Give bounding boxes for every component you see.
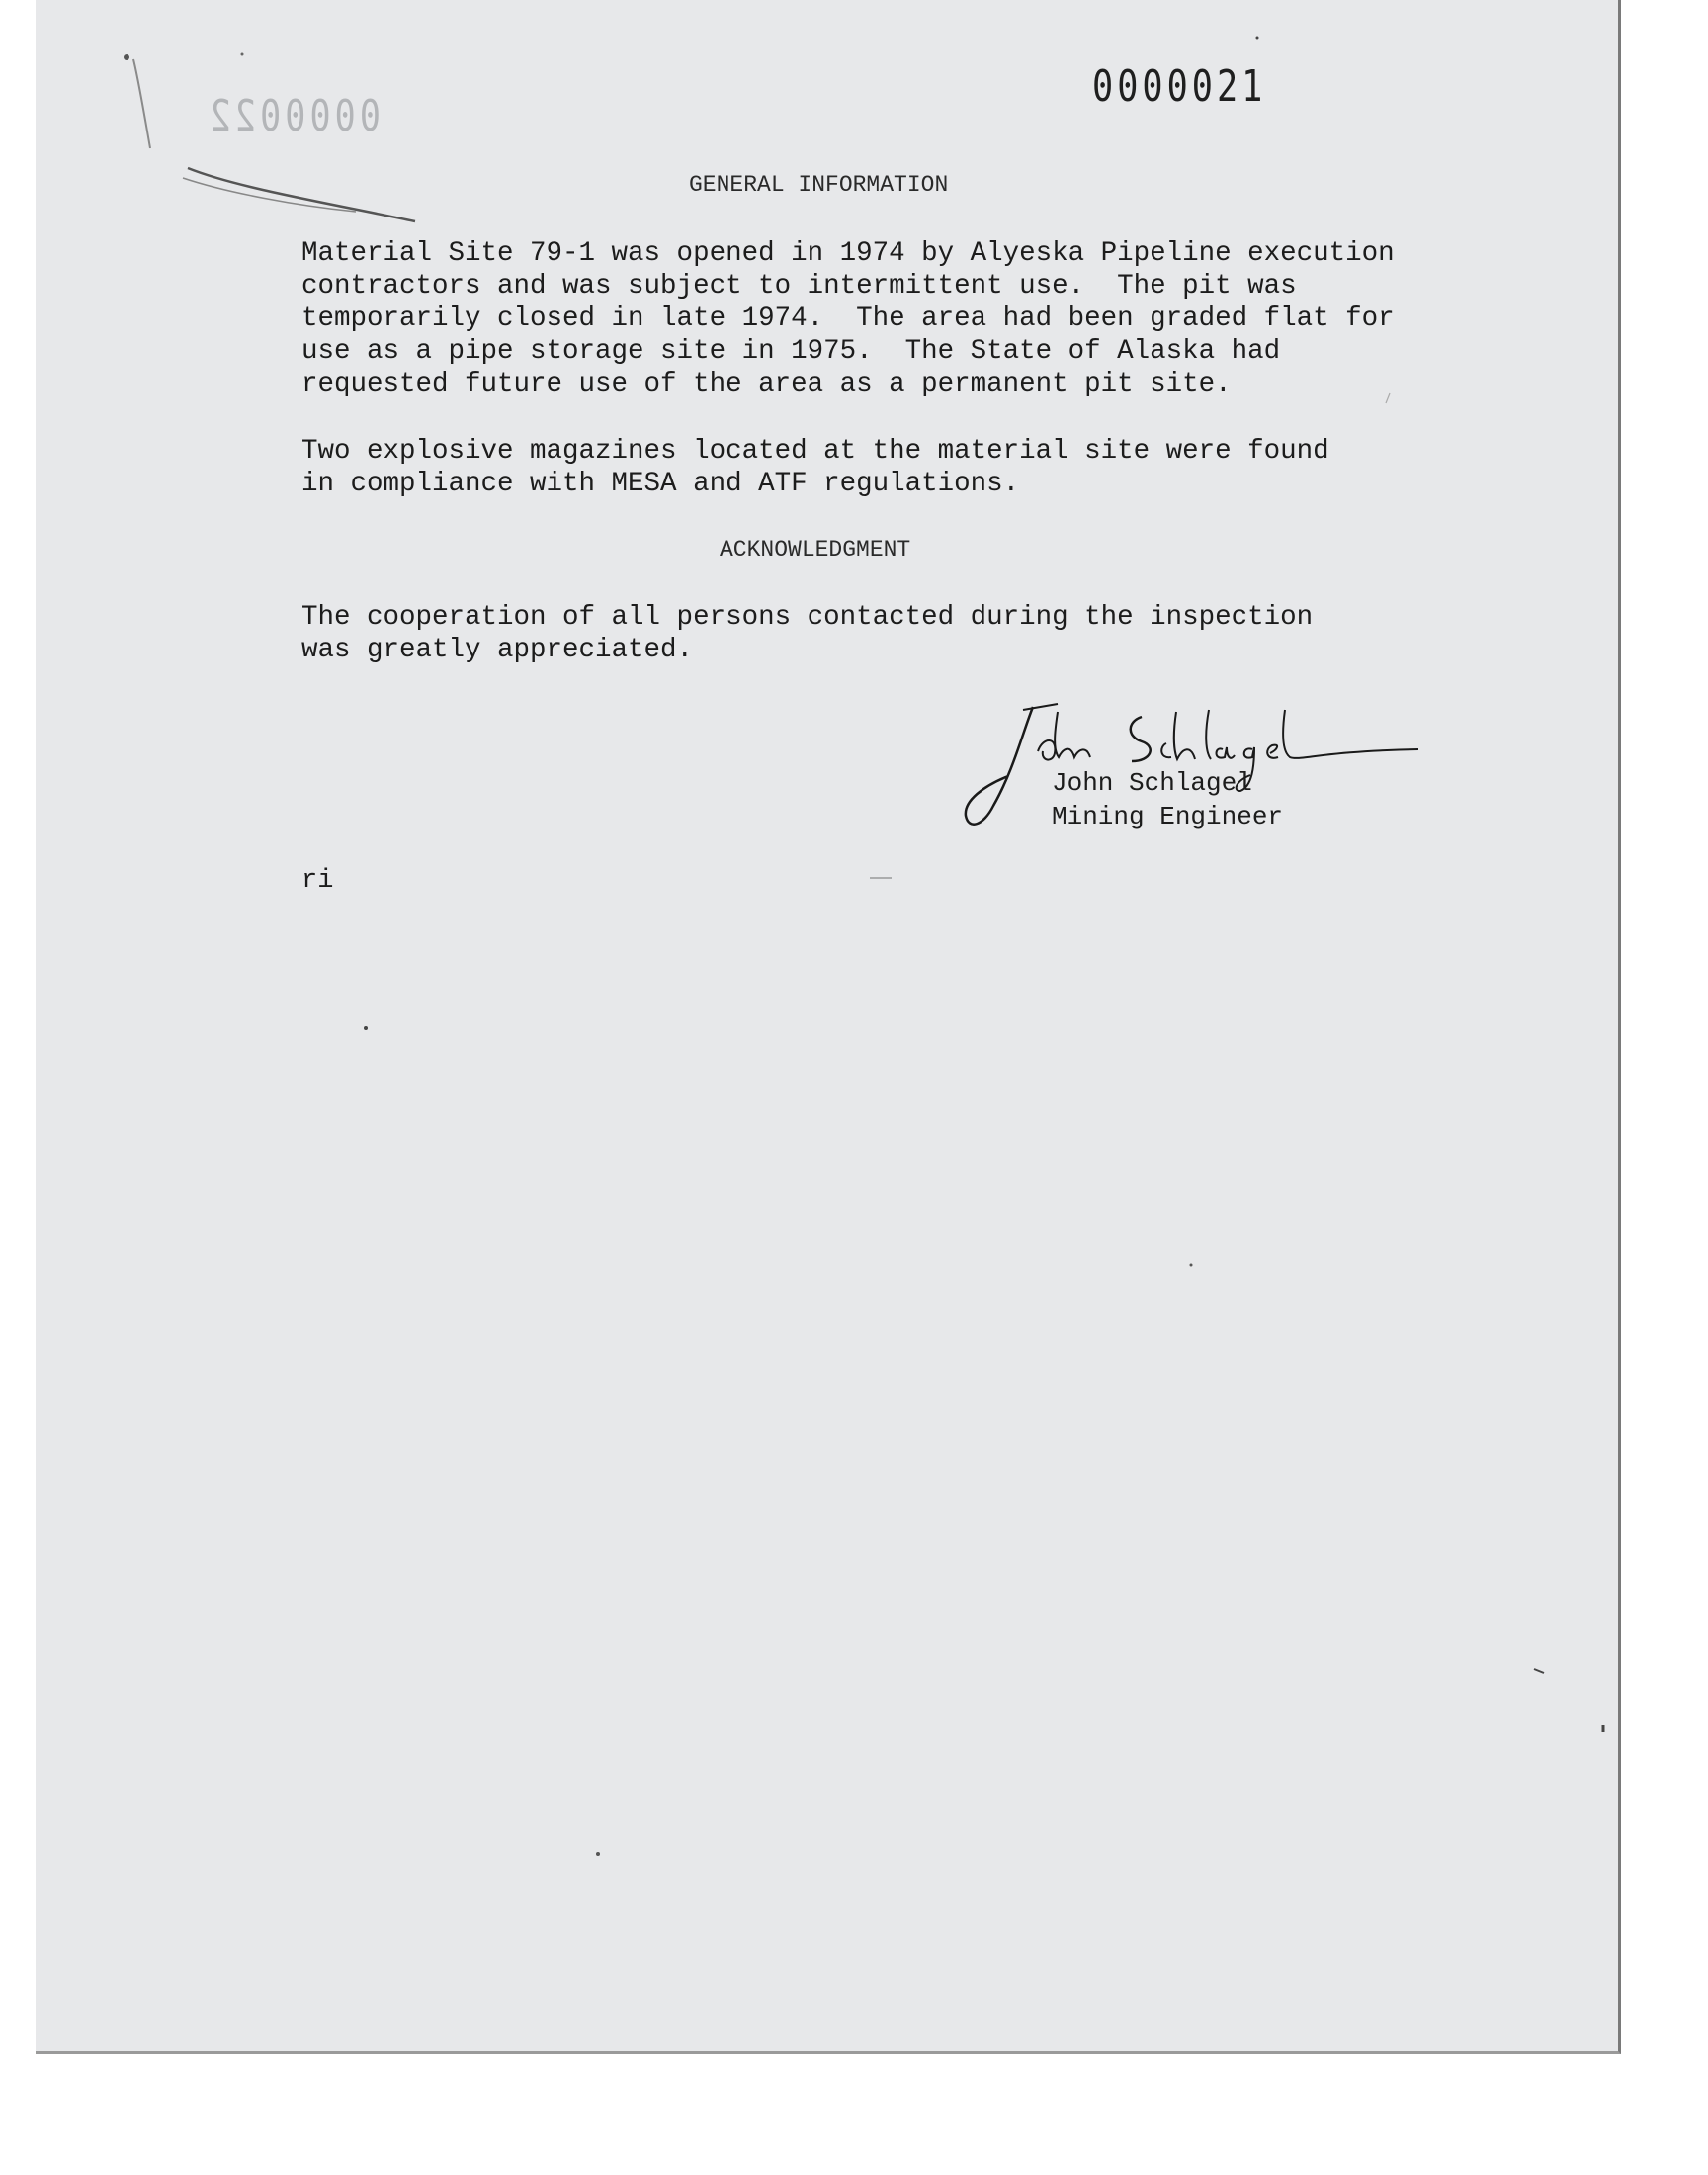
page-number-bleedthrough: 0000022	[206, 91, 381, 141]
general-information-heading: GENERAL INFORMATION	[689, 172, 949, 198]
acknowledgment-heading: ACKNOWLEDGMENT	[720, 537, 911, 563]
signer-name: John Schlagel	[1052, 768, 1252, 798]
general-information-paragraph-1: Material Site 79-1 was opened in 1974 by Alyeska Pipeline execution contractors and was subject to intermittent use. The pit was temporarily closed in late 1974. The area had been graded flat for use as a pipe storage site in 1975. The State of Alaska had requested future use of the area as a permanent pit site.	[301, 238, 1395, 399]
general-information-paragraph-2: Two explosive magazines located at the material site were found in compliance with MESA and ATF regulations.	[301, 436, 1329, 499]
acknowledgment-paragraph: The cooperation of all persons contacted during the inspection was greatly appreciated.	[301, 602, 1314, 665]
page-number: 0000021	[1092, 61, 1267, 112]
signer-title: Mining Engineer	[1052, 802, 1284, 831]
typist-initials: ri	[301, 866, 334, 896]
